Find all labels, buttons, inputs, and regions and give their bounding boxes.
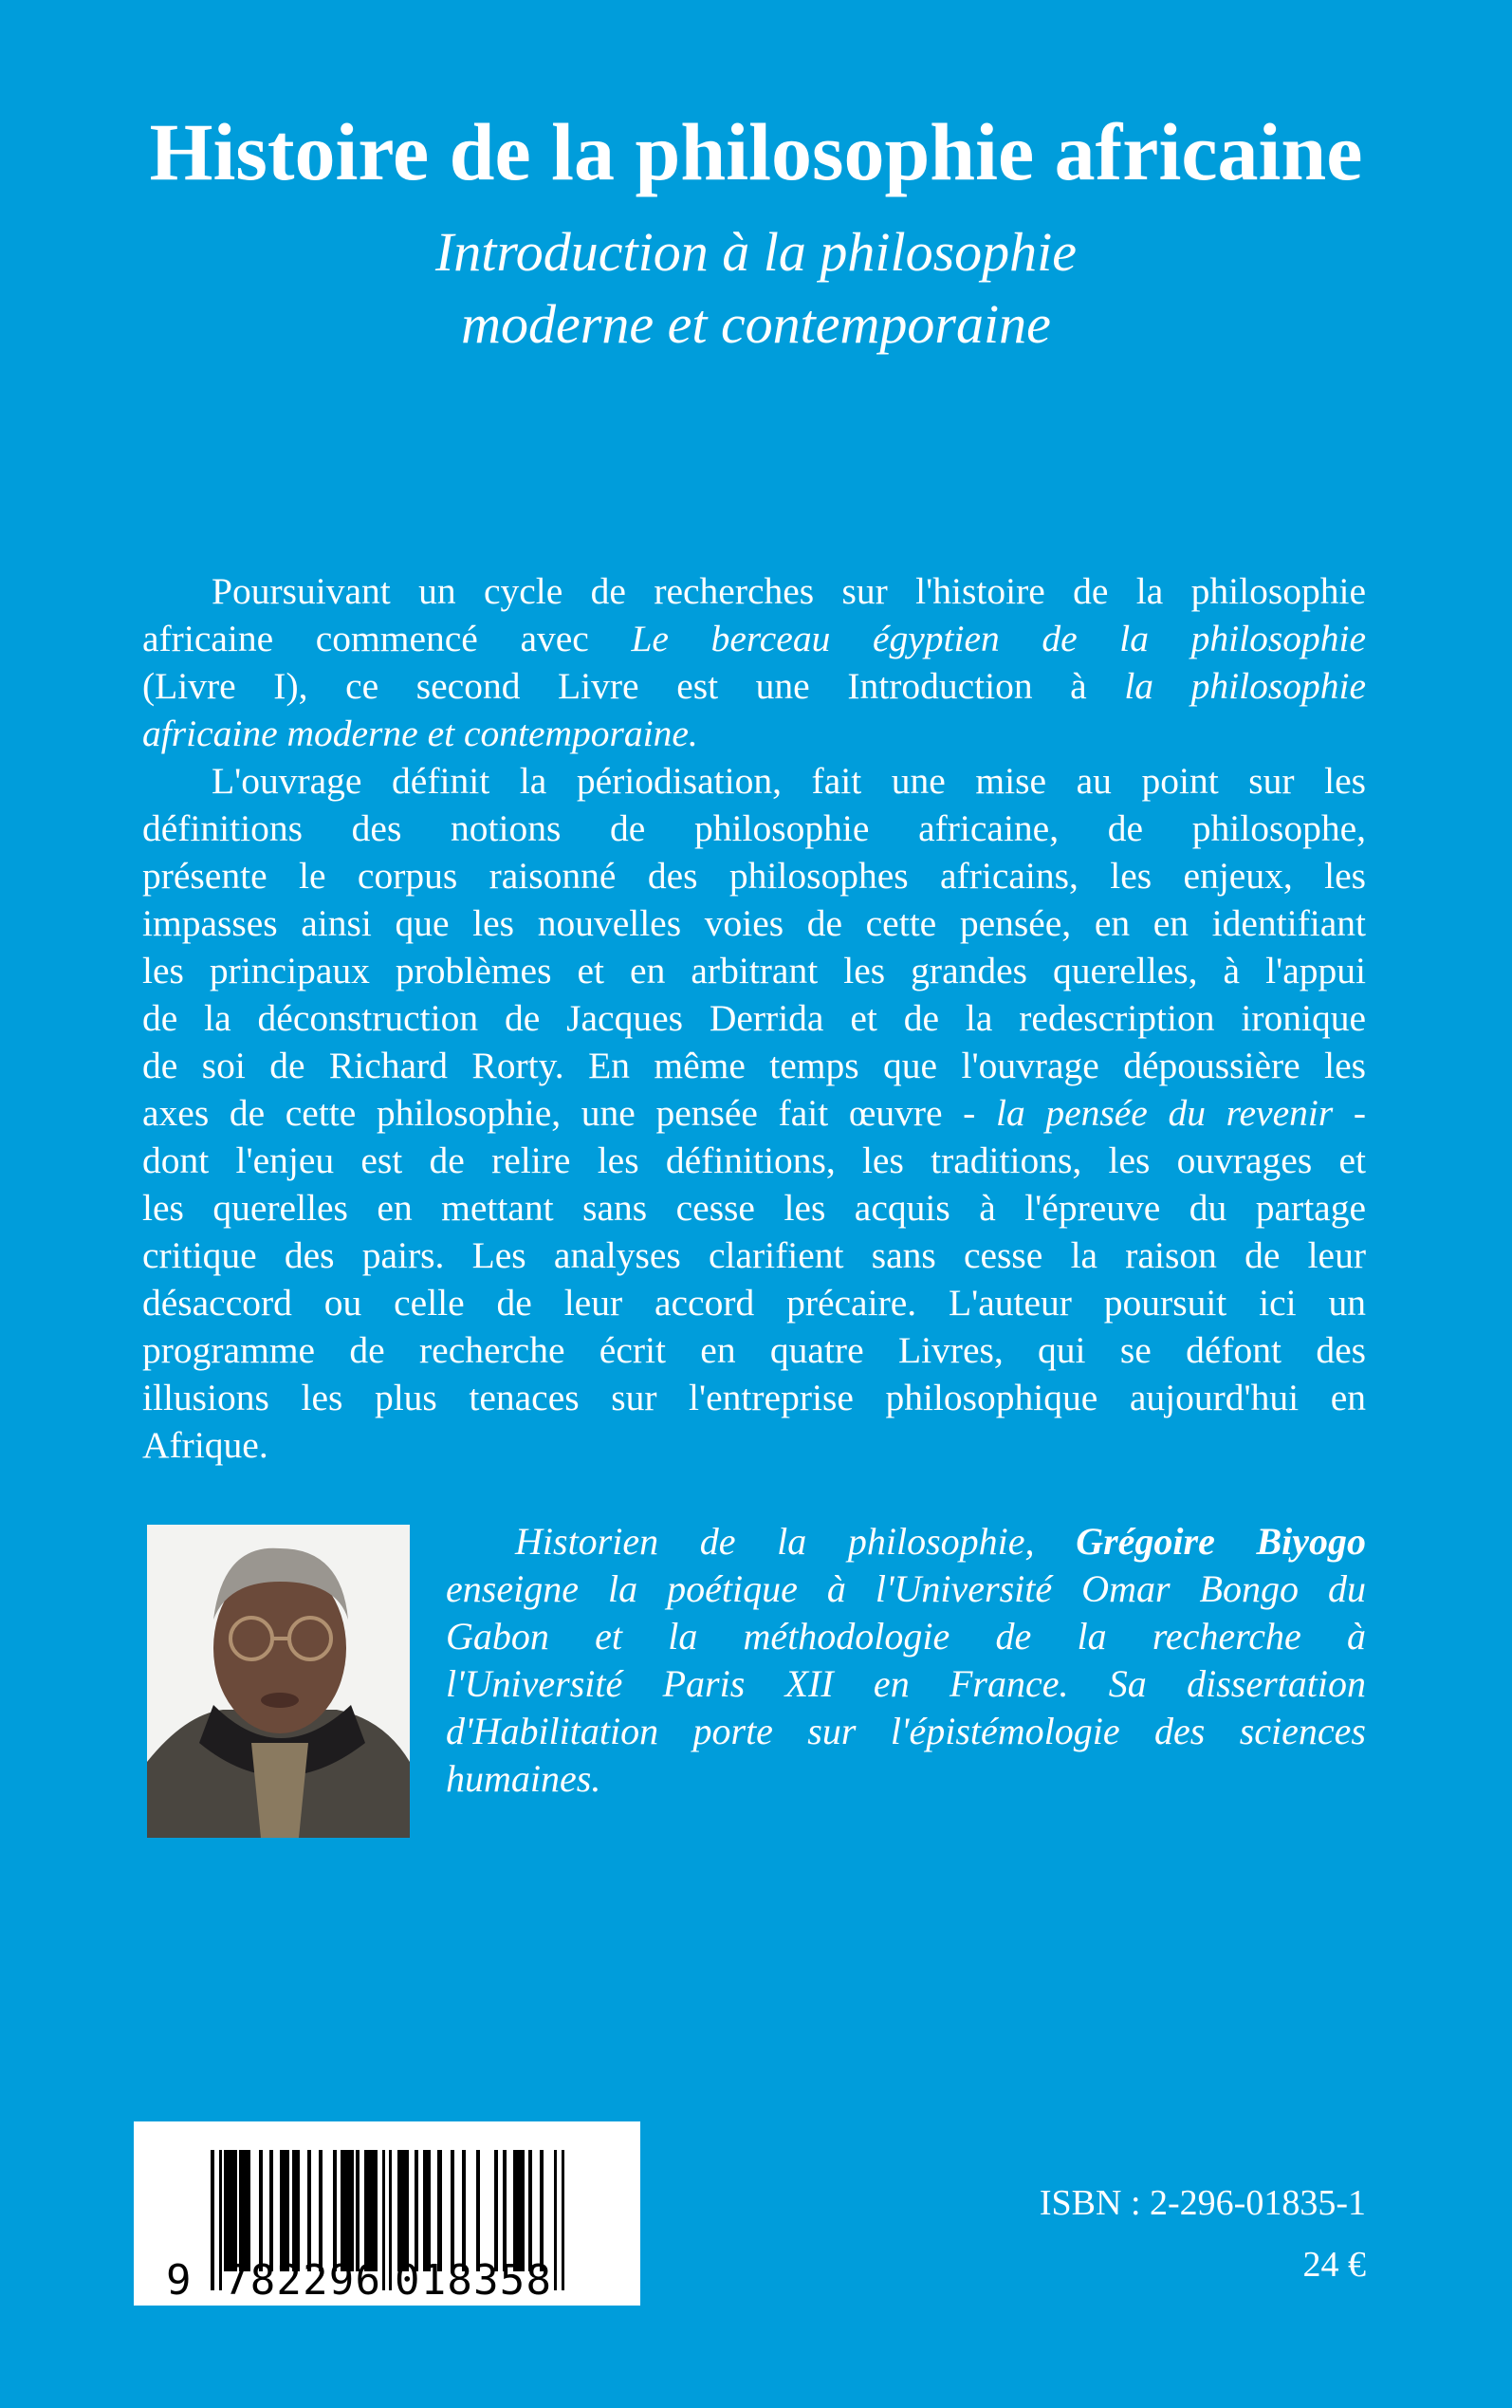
text-line [142, 947, 1366, 994]
text-line [142, 805, 1366, 852]
text-segment: Historien de la philosophie, [515, 1520, 1077, 1563]
book-title: Histoire de la philosophie africaine [149, 106, 1363, 197]
text-segment: présente le corpus raisonné des philosophes africains, les enjeux, les [142, 855, 1366, 897]
barcode-bar [503, 2150, 507, 2271]
barcode-bar [333, 2150, 337, 2271]
text-line [142, 1184, 1366, 1232]
text-line [446, 1613, 1366, 1660]
barcode-digits-right: 018358 [395, 2256, 551, 2305]
text-segment: définitions des notions de philosophie africaine, de philosophe, [142, 807, 1366, 849]
text-segment: programme de recherche écrit en quatre Livres, qui se défont des [142, 1329, 1366, 1371]
barcode-bar [462, 2150, 466, 2271]
barcode-bar [239, 2150, 250, 2271]
text-line [446, 1565, 1366, 1613]
barcode-bar [382, 2150, 385, 2290]
text-segment: enseigne la poétique à l'Université Omar Bongo du [446, 1567, 1366, 1610]
barcode-bar [494, 2150, 498, 2271]
text-segment: les principaux problèmes et en arbitrant les grandes querelles, à l'appui [142, 950, 1366, 991]
text-segment: dont l'enjeu est de relire les définitions, les traditions, les ouvrages et [142, 1139, 1366, 1181]
text-line [142, 1137, 1366, 1184]
text-line [142, 1279, 1366, 1326]
subtitle-line: moderne et contemporaine [461, 293, 1051, 355]
text-segment: critique des pairs. Les analyses clarifient sans cesse la raison de leur [142, 1234, 1366, 1276]
barcode-bar [397, 2150, 409, 2271]
text-line [142, 1326, 1366, 1374]
barcode-bar [437, 2150, 442, 2271]
text-segment: Afrique. [142, 1424, 268, 1466]
text-line [446, 1660, 1366, 1708]
text-line [446, 1518, 1366, 1565]
text-segment: humaines. [446, 1757, 601, 1800]
barcode-bar [562, 2150, 564, 2290]
text-line [142, 994, 1366, 1042]
text-segment: (Livre I), ce second Livre est une Introduction à [142, 665, 1125, 707]
italic-text: la pensée du revenir [995, 1092, 1334, 1134]
book-subtitle [0, 216, 1512, 361]
author-name: Grégoire Biyogo [1076, 1520, 1367, 1563]
barcode-bar [307, 2150, 311, 2271]
text-line [142, 1232, 1366, 1279]
text-segment: impasses ainsi que les nouvelles voies de cette pensée, en en identifiant [142, 902, 1366, 944]
barcode-digit-prefix: 9 [166, 2256, 192, 2305]
barcode-bar [356, 2150, 360, 2271]
text-segment: d'Habilitation porte sur l'épistémologie des sciences [446, 1710, 1366, 1752]
barcode-bar [364, 2150, 378, 2271]
text-line [142, 1374, 1366, 1421]
barcode-bar [269, 2150, 273, 2271]
barcode-bar [389, 2150, 392, 2290]
blurb-text [142, 567, 1366, 1469]
author-portrait-image [147, 1525, 410, 1838]
barcode-bar [224, 2150, 237, 2271]
isbn-barcode [134, 2121, 640, 2306]
text-line [446, 1755, 1366, 1803]
text-segment: illusions les plus tenaces sur l'entreprise philosophique aujourd'hui en [142, 1377, 1366, 1418]
text-segment: désaccord ou celle de leur accord précaire. L'auteur poursuit ici un [142, 1282, 1366, 1324]
text-segment: les querelles en mettant sans cesse les acquis à l'épreuve du partage [142, 1187, 1366, 1229]
barcode-bar [415, 2150, 418, 2271]
text-line [142, 852, 1366, 899]
italic-text: africaine moderne et contemporaine. [142, 713, 698, 754]
text-segment: africaine commencé avec [142, 618, 632, 659]
italic-text: Le berceau égyptien de la philosophie [631, 618, 1366, 659]
barcode-digits-left: 782296 [224, 2256, 380, 2305]
price: 24 € [1302, 2245, 1366, 2285]
barcode-bar [513, 2150, 525, 2271]
barcode-bar [476, 2150, 480, 2271]
barcode-bar [423, 2150, 431, 2271]
text-segment: Poursuivant un cycle de recherches sur l'histoire de la philosophie [212, 570, 1366, 612]
author-photo [147, 1525, 410, 1838]
text-segment: de la déconstruction de Jacques Derrida et de la redescription ironique [142, 997, 1366, 1039]
author-bio [446, 1518, 1366, 1803]
barcode-bar [554, 2150, 557, 2290]
barcode-bar [292, 2150, 300, 2271]
italic-text: la philosophie [1124, 665, 1366, 707]
barcode-bar [540, 2150, 544, 2271]
text-line [142, 1089, 1366, 1137]
text-line [142, 1042, 1366, 1089]
text-line [142, 710, 1366, 757]
text-segment: l'Université Paris XII en France. Sa dissertation [446, 1662, 1366, 1705]
barcode-bar [219, 2150, 222, 2290]
barcode-bars [134, 2121, 640, 2306]
isbn-number: ISBN : 2-296-01835-1 [1039, 2183, 1366, 2223]
barcode-bar [211, 2150, 214, 2290]
barcode-bar [341, 2150, 354, 2271]
text-line [142, 899, 1366, 947]
text-segment: Gabon et la méthodologie de la recherche à [446, 1615, 1366, 1658]
text-segment: axes de cette philosophie, une pensée fait œuvre - [142, 1092, 996, 1134]
text-line [142, 662, 1366, 710]
text-line [446, 1708, 1366, 1755]
text-line [142, 615, 1366, 662]
text-segment: de soi de Richard Rorty. En même temps que l'ouvrage dépoussière les [142, 1045, 1366, 1086]
text-line [142, 567, 1366, 615]
barcode-bar [259, 2150, 263, 2271]
barcode-bar [451, 2150, 454, 2271]
barcode-bar [528, 2150, 532, 2271]
text-line [142, 1421, 1366, 1469]
barcode-bar [319, 2150, 323, 2271]
subtitle-line: Introduction à la philosophie [434, 221, 1078, 283]
text-line [142, 757, 1366, 805]
barcode-bar [280, 2150, 289, 2271]
text-segment: - [1333, 1092, 1366, 1134]
text-segment: L'ouvrage définit la périodisation, fait une mise au point sur les [212, 760, 1366, 802]
